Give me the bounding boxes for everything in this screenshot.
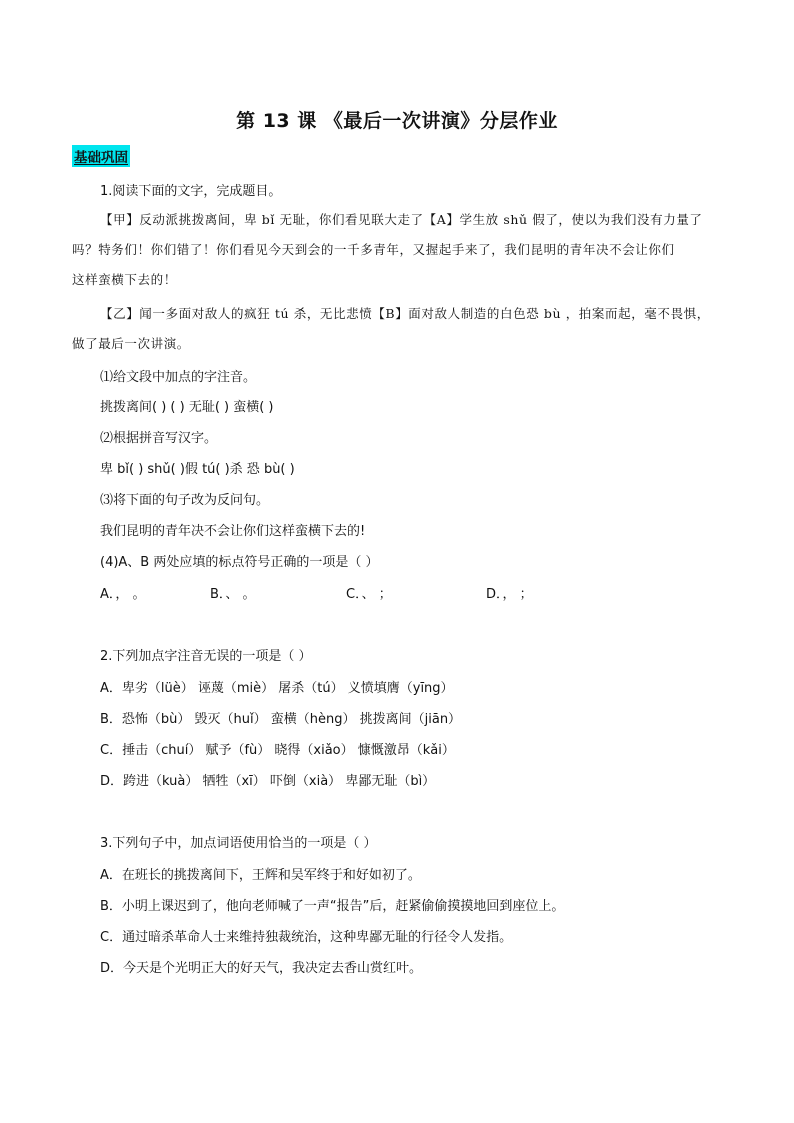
q1-sub3-sentence: 我们昆明的青年决不会让你们这样蛮横下去的! xyxy=(100,524,366,539)
q1-passage-jia-line1: 【甲】反动派挑拨离间，卑 bǐ 无耻，你们看见联大走了【A】学生放 shǔ 假了，使以为我们没有力量了 xyxy=(100,212,703,227)
q3-stem: 3.下列句子中，加点词语使用恰当的一项是（ ） xyxy=(100,836,377,851)
option-d: D．， ； xyxy=(486,587,533,602)
q3-option-a: A．在班长的挑拨离间下，王辉和吴军终于和好如初了。 xyxy=(100,868,421,883)
q1-passage-jia-line2: 吗？特务们！你们错了！你们看见今天到会的一千多青年，又握起手来了，我们昆明的青年决不会让你们 xyxy=(72,242,675,257)
q3-option-c: C．通过暗杀革命人士来维持独裁统治，这种卑鄙无耻的行径令人发指。 xyxy=(100,930,513,945)
q2-stem: 2.下列加点字注音无误的一项是（ ） xyxy=(100,649,312,664)
option-b: B．、 。 xyxy=(210,587,256,602)
q1-sub2-items: 卑 bǐ( ) shǔ( )假 tú( )杀 恐 bù( ) xyxy=(100,462,295,477)
section-badge: 基础巩固 xyxy=(72,145,130,167)
q2-option-d: D．跨进（kuà） 牺牲（xī） 吓倒（xià） 卑鄙无耻（bì） xyxy=(100,774,436,789)
q1-sub1-prompt: ⑴给文段中加点的字注音。 xyxy=(100,370,257,385)
q3-option-d: D．今天是个光明正大的好天气，我决定去香山赏红叶。 xyxy=(100,961,423,976)
q1-passage-jia-line3: 这样蛮横下去的！ xyxy=(72,272,177,287)
q2-option-c: C．捶击（chuí） 赋予（fù） 晓得（xiǎo） 慷慨激昂（kǎi） xyxy=(100,743,455,758)
option-c: C．、 ； xyxy=(346,587,392,602)
q1-passage-yi-line1: 【乙】闻一多面对敌人的疯狂 tú 杀，无比悲愤【B】面对敌人制造的白色恐 bù ，拍案而起，毫不畏惧， xyxy=(100,306,710,321)
q2-option-b: B．恐怖（bù） 毁灭（huǐ） 蛮横（hèng） 挑拨离间（jiān） xyxy=(100,712,462,727)
q3-option-b: B．小明上课迟到了，他向老师喊了一声“报告”后，赶紧偷偷摸摸地回到座位上。 xyxy=(100,899,565,914)
q1-passage-yi-line2: 做了最后一次讲演。 xyxy=(72,336,190,351)
q1-sub3-prompt: ⑶将下面的句子改为反问句。 xyxy=(100,493,270,508)
option-a: A．， 。 xyxy=(100,587,146,602)
q1-stem: 1.阅读下面的文字，完成题目。 xyxy=(100,184,282,199)
q1-sub1-items: 挑拨离间( ) ( ) 无耻( ) 蛮横( ) xyxy=(100,400,274,415)
q1-sub2-prompt: ⑵根据拼音写汉字。 xyxy=(100,431,218,446)
q1-sub4-prompt: (4)A、B 两处应填的标点符号正确的一项是（ ） xyxy=(100,555,379,570)
q2-option-a: A．卑劣（lüè） 诬蔑（miè） 屠杀（tú） 义愤填膺（yīng） xyxy=(100,681,454,696)
page-title: 第 13 课 《最后一次讲演》分层作业 xyxy=(236,110,558,132)
